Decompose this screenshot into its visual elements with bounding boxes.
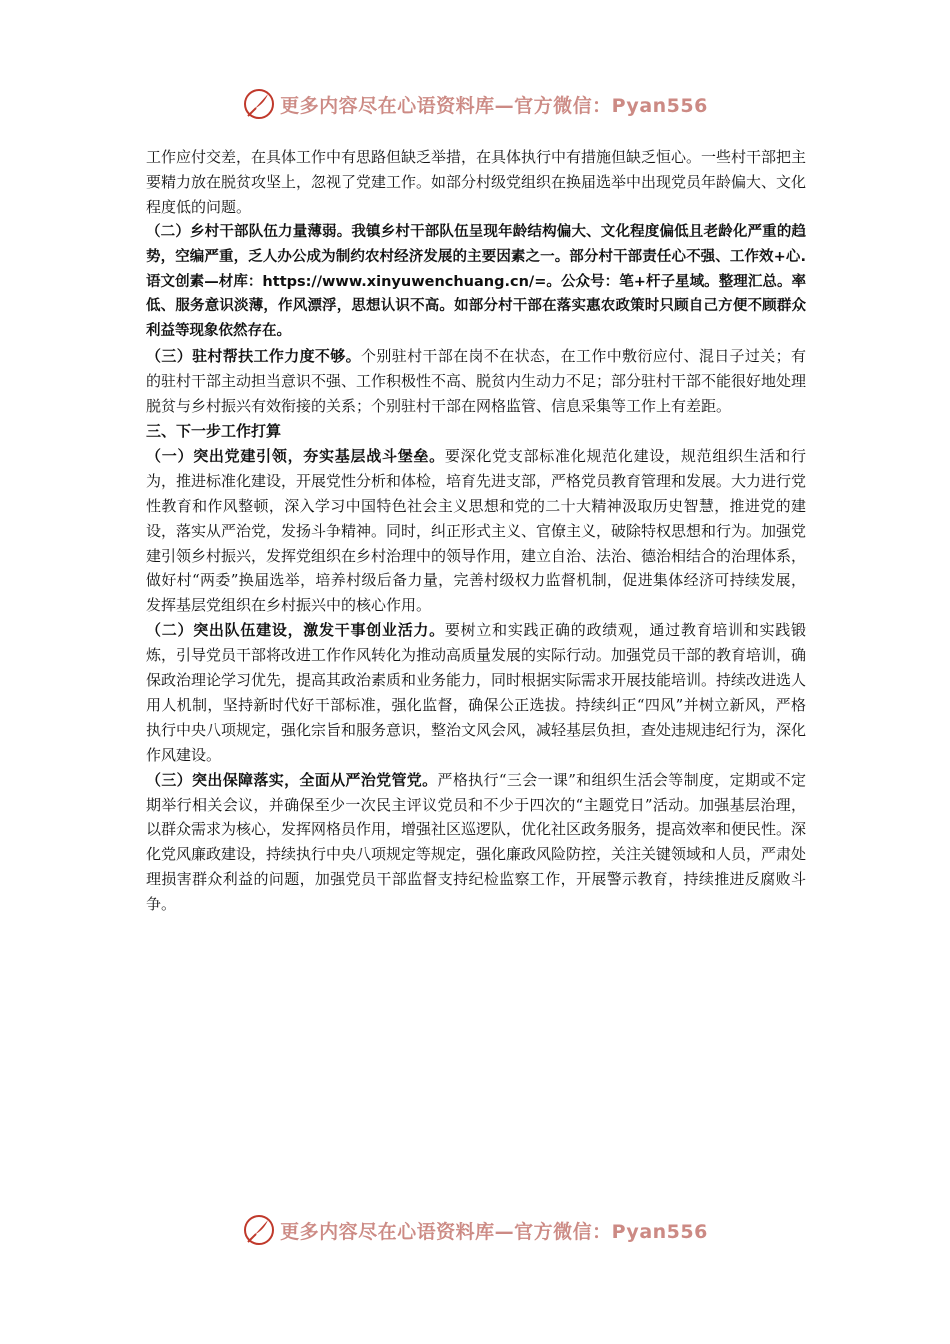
- paragraph: 工作应付交差，在具体工作中有思路但缺乏举措，在具体执行中有措施但缺乏恒心。一些村干部把主要精力放在脱贫攻坚上，忽视了党建工作。如部分村级党组织在换届选举中出现党员年龄偏大、文化程度低的问题。: [146, 148, 807, 216]
- header-watermark: [0, 84, 950, 124]
- paragraph: （三）突出保障落实，全面从严治党管党。严格执行“三会一课”和组织生活会等制度，定期或不定期举行相关会议，并确保至少一次民主评议党员和不少于四次的“主题党日”活动。加强基层治理，以群众需求为核心，发挥网格员作用，增强社区巡逻队，优化社区政务服务，提高效率和便民性。深化党风廉政建设，持续执行中央八项规定等规定，强化廉政风险防控，关注关键领域和人员，严肃处理损害群众利益的问题，加强党员干部监督支持纪检监察工作，开展警示教育，持续推进反腐败斗争。: [146, 770, 807, 914]
- footer-watermark: [0, 1210, 950, 1250]
- watermark-text: 更多内容尽在心语资料库—官方微信：Pyan556: [280, 94, 708, 117]
- paragraph: （三）驻村帮扶工作力度不够。个别驻村干部在岗不在状态，在工作中敷衍应付、混日子过关；有的驻村干部主动担当意识不强、工作积极性不高、脱贫内生动力不足；部分驻村干部不能很好地处理脱贫与乡村振兴有效衔接的关系；个别驻村干部在网格监管、信息采集等工作上有差距。: [146, 347, 807, 416]
- paragraph: （二）突出队伍建设，激发干事创业活力。要树立和实践正确的政绩观，通过教育培训和实践锻炼，引导党员干部将改进工作作风转化为推动高质量发展的实际行动。加强党员干部的教育培训，确保政治理论学习优先，提高其政治素质和业务能力，同时根据实际需求开展技能培训。持续改进选人用人机制，坚持新时代好干部标准，强化监督，确保公正选拔。持续纠正“四风”并树立新风，严格执行中央八项规定，强化宗旨和服务意识，整治文风会风，减轻基层负担，查处违规违纪行为，深化作风建设。: [146, 621, 807, 764]
- paragraph: （一）突出党建引领，夯实基层战斗堡垒。要深化党支部标准化规范化建设，规范组织生活和行为，推进标准化建设，开展党性分析和体检，培育先进支部，严格党员教育管理和发展。大力进行党性教育和作风整顿，深入学习中国特色社会主义思想和党的二十大精神汲取历史智慧，推进党的建设，落实从严治党，发扬斗争精神。同时，纠正形式主义、官僚主义，破除特权思想和行为。加强党建引领乡村振兴，发挥党组织在乡村治理中的领导作用，建立自治、法治、德治相结合的治理体系，做好村“两委”换届选举，培养村级后备力量，完善村级权力监督机制，促进集体经济可持续发展，发挥基层党组织在乡村振兴中的核心作用。: [146, 446, 807, 615]
- feather-pen-logo-icon: [242, 1213, 276, 1247]
- feather-pen-logo-icon: [242, 87, 276, 121]
- watermark-text: 更多内容尽在心语资料库—官方微信：Pyan556: [280, 1220, 708, 1243]
- paragraph: （二）乡村干部队伍力量薄弱。我镇乡村干部队伍呈现年龄结构偏大、文化程度偏低且老龄化严重的趋势，空编严重，乏人办公成为制约农村经济发展的主要因素之一。部分村干部责任心不强、工作效+心.语文创素—材库：https://www.xinyuwenchuang.cn/=。公众号：笔+杆子星域。整理汇总。率低、服务意识淡薄，作风漂浮，思想认识不高。如部分村干部在落实惠农政策时只顾自己方便不顾群众利益等现象依然存在。: [146, 223, 806, 340]
- section-heading: 三、下一步工作打算: [146, 421, 282, 440]
- document-body: [146, 145, 806, 917]
